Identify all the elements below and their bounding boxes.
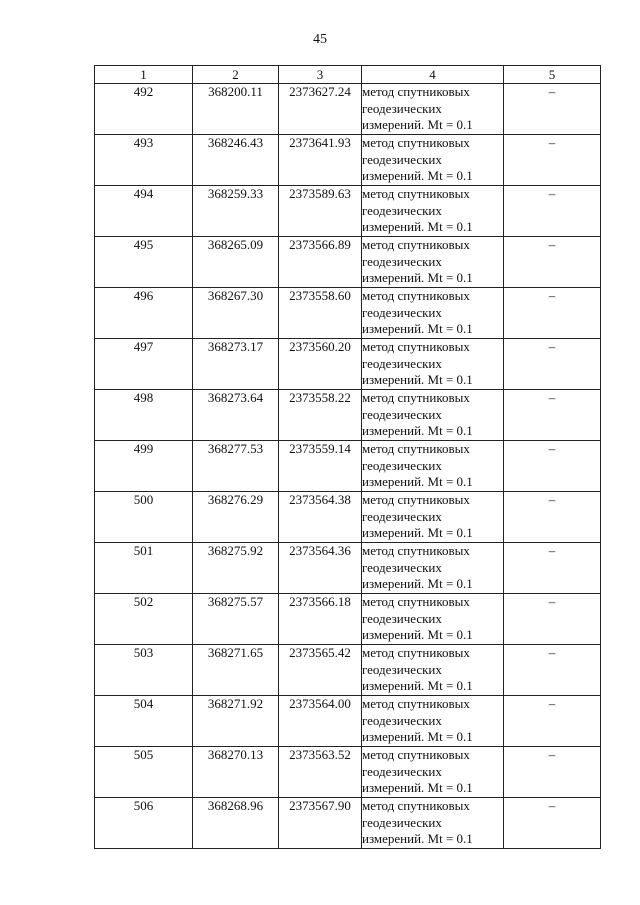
table-row xyxy=(95,696,601,747)
column-header-1: 1 xyxy=(95,66,193,84)
y-coordinate-cell: 2373564.36 xyxy=(279,543,362,594)
note-cell: – xyxy=(504,594,601,645)
point-number-cell: 499 xyxy=(95,441,193,492)
x-coordinate-cell: 368271.92 xyxy=(193,696,279,747)
x-coordinate-cell: 368265.09 xyxy=(193,237,279,288)
table-row xyxy=(95,237,601,288)
point-number-cell: 502 xyxy=(95,594,193,645)
point-number-cell: 493 xyxy=(95,135,193,186)
point-number-cell: 505 xyxy=(95,747,193,798)
x-coordinate-cell: 368267.30 xyxy=(193,288,279,339)
column-header-5: 5 xyxy=(504,66,601,84)
note-cell: – xyxy=(504,135,601,186)
method-cell: метод спутниковых геодезических измерений. Mt = 0.1 xyxy=(362,135,504,186)
note-cell: – xyxy=(504,84,601,135)
method-cell: метод спутниковых геодезических измерений. Mt = 0.1 xyxy=(362,492,504,543)
table-header xyxy=(95,66,601,84)
note-cell: – xyxy=(504,747,601,798)
point-number-cell: 503 xyxy=(95,645,193,696)
point-number-cell: 494 xyxy=(95,186,193,237)
note-cell: – xyxy=(504,696,601,747)
y-coordinate-cell: 2373564.38 xyxy=(279,492,362,543)
x-coordinate-cell: 368270.13 xyxy=(193,747,279,798)
note-cell: – xyxy=(504,237,601,288)
column-header-4: 4 xyxy=(362,66,504,84)
table-row xyxy=(95,441,601,492)
y-coordinate-cell: 2373558.22 xyxy=(279,390,362,441)
point-number-cell: 497 xyxy=(95,339,193,390)
note-cell: – xyxy=(504,288,601,339)
page-number: 45 xyxy=(313,32,327,47)
method-cell: метод спутниковых геодезических измерений. Mt = 0.1 xyxy=(362,594,504,645)
method-cell: метод спутниковых геодезических измерений. Mt = 0.1 xyxy=(362,747,504,798)
point-number-cell: 492 xyxy=(95,84,193,135)
y-coordinate-cell: 2373567.90 xyxy=(279,798,362,849)
method-cell: метод спутниковых геодезических измерений. Mt = 0.1 xyxy=(362,645,504,696)
note-cell: – xyxy=(504,339,601,390)
y-coordinate-cell: 2373641.93 xyxy=(279,135,362,186)
table-row xyxy=(95,645,601,696)
x-coordinate-cell: 368271.65 xyxy=(193,645,279,696)
note-cell: – xyxy=(504,441,601,492)
note-cell: – xyxy=(504,645,601,696)
x-coordinate-cell: 368273.64 xyxy=(193,390,279,441)
note-cell: – xyxy=(504,543,601,594)
y-coordinate-cell: 2373589.63 xyxy=(279,186,362,237)
method-cell: метод спутниковых геодезических измерений. Mt = 0.1 xyxy=(362,441,504,492)
x-coordinate-cell: 368273.17 xyxy=(193,339,279,390)
note-cell: – xyxy=(504,186,601,237)
x-coordinate-cell: 368276.29 xyxy=(193,492,279,543)
x-coordinate-cell: 368275.92 xyxy=(193,543,279,594)
point-number-cell: 506 xyxy=(95,798,193,849)
point-number-cell: 501 xyxy=(95,543,193,594)
method-cell: метод спутниковых геодезических измерений. Mt = 0.1 xyxy=(362,543,504,594)
header-row xyxy=(95,66,601,84)
column-header-2: 2 xyxy=(193,66,279,84)
y-coordinate-cell: 2373566.18 xyxy=(279,594,362,645)
x-coordinate-cell: 368275.57 xyxy=(193,594,279,645)
note-cell: – xyxy=(504,492,601,543)
table-row xyxy=(95,84,601,135)
y-coordinate-cell: 2373560.20 xyxy=(279,339,362,390)
note-cell: – xyxy=(504,390,601,441)
y-coordinate-cell: 2373558.60 xyxy=(279,288,362,339)
table-row xyxy=(95,798,601,849)
note-cell: – xyxy=(504,798,601,849)
point-number-cell: 496 xyxy=(95,288,193,339)
point-number-cell: 500 xyxy=(95,492,193,543)
y-coordinate-cell: 2373559.14 xyxy=(279,441,362,492)
method-cell: метод спутниковых геодезических измерений. Mt = 0.1 xyxy=(362,339,504,390)
point-number-cell: 504 xyxy=(95,696,193,747)
coordinates-table xyxy=(94,65,601,849)
table-row xyxy=(95,135,601,186)
table-row xyxy=(95,594,601,645)
method-cell: метод спутниковых геодезических измерений. Mt = 0.1 xyxy=(362,186,504,237)
method-cell: метод спутниковых геодезических измерений. Mt = 0.1 xyxy=(362,237,504,288)
x-coordinate-cell: 368259.33 xyxy=(193,186,279,237)
point-number-cell: 498 xyxy=(95,390,193,441)
y-coordinate-cell: 2373563.52 xyxy=(279,747,362,798)
table-row xyxy=(95,492,601,543)
method-cell: метод спутниковых геодезических измерений. Mt = 0.1 xyxy=(362,84,504,135)
y-coordinate-cell: 2373565.42 xyxy=(279,645,362,696)
table-body xyxy=(95,84,601,849)
table-row xyxy=(95,339,601,390)
method-cell: метод спутниковых геодезических измерений. Mt = 0.1 xyxy=(362,390,504,441)
y-coordinate-cell: 2373627.24 xyxy=(279,84,362,135)
column-header-3: 3 xyxy=(279,66,362,84)
y-coordinate-cell: 2373564.00 xyxy=(279,696,362,747)
table-row xyxy=(95,390,601,441)
point-number-cell: 495 xyxy=(95,237,193,288)
method-cell: метод спутниковых геодезических измерений. Mt = 0.1 xyxy=(362,288,504,339)
method-cell: метод спутниковых геодезических измерений. Mt = 0.1 xyxy=(362,798,504,849)
table-row xyxy=(95,288,601,339)
x-coordinate-cell: 368268.96 xyxy=(193,798,279,849)
table-row xyxy=(95,747,601,798)
y-coordinate-cell: 2373566.89 xyxy=(279,237,362,288)
table-row xyxy=(95,186,601,237)
x-coordinate-cell: 368200.11 xyxy=(193,84,279,135)
table-row xyxy=(95,543,601,594)
x-coordinate-cell: 368277.53 xyxy=(193,441,279,492)
x-coordinate-cell: 368246.43 xyxy=(193,135,279,186)
method-cell: метод спутниковых геодезических измерений. Mt = 0.1 xyxy=(362,696,504,747)
